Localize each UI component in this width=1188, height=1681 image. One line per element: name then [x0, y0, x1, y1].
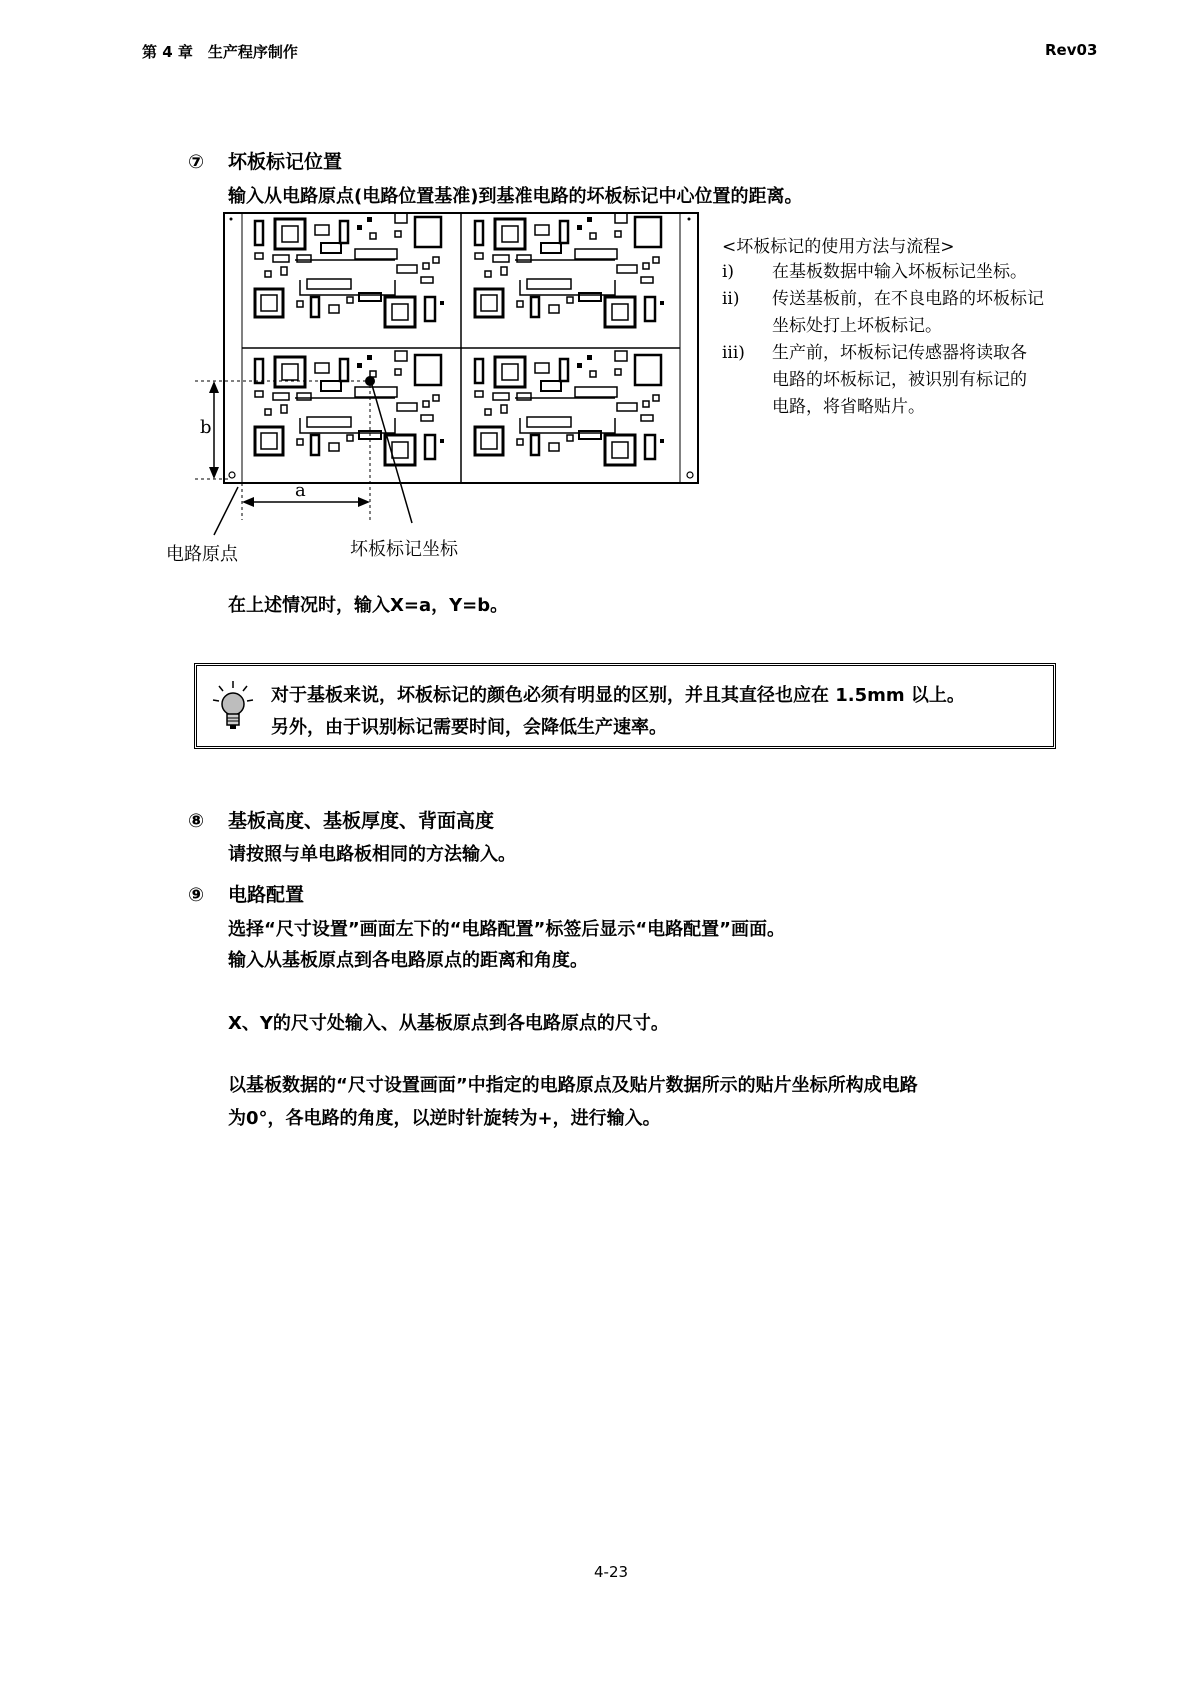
section8-heading: [188, 806, 494, 833]
step-3-line: 生产前，坏板标记传感器将读取各: [772, 343, 1027, 363]
step-2-num: ii): [722, 289, 740, 309]
section7-number: ⑦: [188, 151, 205, 173]
page-number: 4-23: [594, 1563, 629, 1581]
step-2-line: 传送基板前，在不良电路的坏板标记: [772, 289, 1044, 309]
section9-desc-3: X、Y的尺寸处输入、从基板原点到各电路原点的尺寸。: [228, 1013, 669, 1034]
section8-number: ⑧: [188, 810, 205, 832]
section7-title: 坏板标记位置: [228, 151, 343, 173]
note-line-2: 另外，由于识别标记需要时间，会降低生产速率。: [271, 717, 667, 738]
step-3-line: 电路的坏板标记，被识别有标记的: [772, 370, 1027, 390]
section9-desc-1: 选择“尺寸设置”画面左下的“电路配置”标签后显示“电路配置”画面。: [228, 919, 785, 940]
step-1-num: i): [722, 262, 735, 282]
steps-list: [722, 259, 1044, 421]
section9-title: 电路配置: [228, 884, 305, 906]
section9-desc-2: 输入从基板原点到各电路原点的距离和角度。: [228, 950, 588, 971]
section7-desc: 输入从电路原点(电路位置基准)到基准电路的坏板标记中心位置的距离。: [228, 186, 803, 207]
step-3: [722, 340, 1044, 421]
lightbulb-icon: [211, 680, 255, 732]
step-2-line: 坐标处打上坏板标记。: [772, 316, 942, 336]
note-line-1: 对于基板来说，坏板标记的颜色必须有明显的区别，并且其直径也应在 1.5mm 以上。: [271, 685, 965, 706]
section9-heading: [188, 880, 304, 907]
side-title: <坏板标记的使用方法与流程>: [722, 237, 955, 257]
section9-desc-4a: 以基板数据的“尺寸设置画面”中指定的电路原点及贴片数据所示的贴片坐标所构成电路: [228, 1075, 918, 1096]
section7-heading: [188, 147, 342, 174]
step-3-line: 电路，将省略贴片。: [772, 397, 925, 417]
note-box: [194, 663, 1056, 749]
dim-label-a: a: [295, 480, 306, 501]
label-circuit-origin: 电路原点: [166, 544, 238, 565]
section9-desc-4b: 为0°，各电路的角度，以逆时针旋转为+，进行输入。: [228, 1108, 661, 1129]
section8-title: 基板高度、基板厚度、背面高度: [228, 810, 495, 832]
step-3-num: iii): [722, 343, 745, 363]
dim-label-b: b: [200, 417, 212, 438]
step-1: [722, 259, 1044, 286]
bad-mark-figure: [150, 205, 720, 570]
step-2: [722, 286, 1044, 340]
section7-conclusion: 在上述情况时，输入X=a，Y=b。: [228, 595, 509, 616]
revision-label: Rev03: [1045, 41, 1098, 59]
section8-desc: 请按照与单电路板相同的方法输入。: [228, 844, 516, 865]
label-bad-mark-coord: 坏板标记坐标: [350, 539, 458, 560]
chapter-header: 第 4 章 生产程序制作: [142, 43, 298, 61]
step-1-line: 在基板数据中输入坏板标记坐标。: [772, 262, 1027, 282]
section9-number: ⑨: [188, 884, 205, 906]
